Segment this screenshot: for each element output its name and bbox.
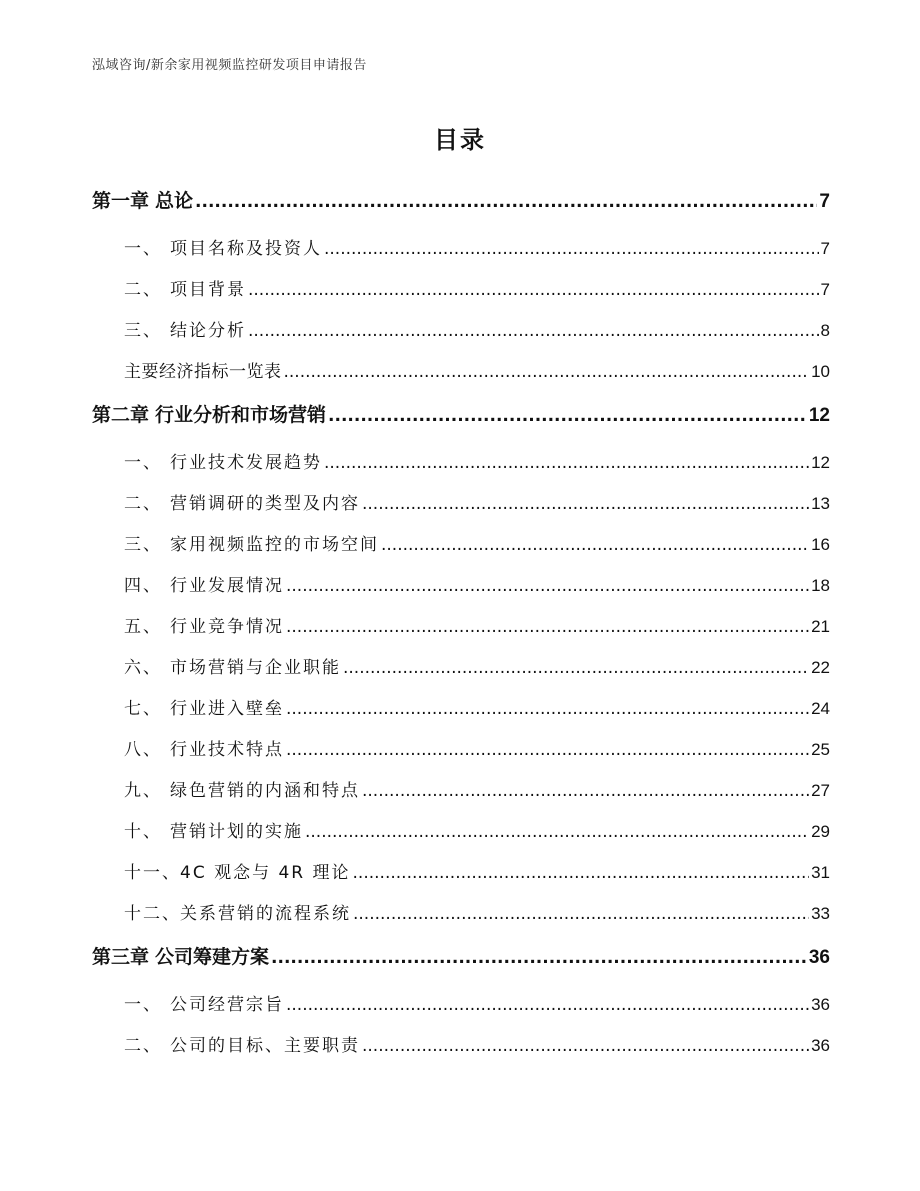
toc-page-number: 24 [811,699,830,718]
toc-chapter-number: 第一章 [92,190,150,212]
toc-leader-dots [195,192,817,212]
toc-chapter-title: 公司筹建方案 [155,946,270,968]
toc-leader-dots [362,1036,809,1056]
toc-page-number: 36 [811,1036,830,1055]
toc-section-title: 营销调研的类型及内容 [170,494,360,514]
toc-section[interactable] [92,1023,830,1064]
toc-leader-dots [284,362,810,382]
toc-page-number: 7 [820,239,830,258]
toc-section-title: 行业技术特点 [170,740,284,760]
toc-section[interactable] [92,891,830,932]
toc-section-title: 公司经营宗旨 [170,995,284,1015]
toc-chapter-1[interactable] [92,176,830,226]
toc-chapter-number: 第三章 [92,946,150,968]
toc-section-title: 家用视频监控的市场空间 [170,535,379,555]
toc-page-number: 7 [819,191,830,212]
toc-section-number: 十一、 [124,863,181,883]
toc-leader-dots [353,863,810,883]
toc-leader-dots [343,658,809,678]
toc-section-title: 行业竞争情况 [170,617,284,637]
toc-page-number: 13 [811,494,830,513]
toc-section-number: 二、 [124,1036,162,1056]
page-title: 目录 [434,126,486,154]
toc-section-title: 绿色营销的内涵和特点 [170,781,360,801]
toc-section-title: 项目名称及投资人 [170,239,322,259]
toc-section[interactable] [92,563,830,604]
toc-section-title: 市场营销与企业职能 [170,658,341,678]
toc-page-number: 31 [811,863,830,882]
toc-section-number: 四、 [124,576,162,596]
toc-leader-dots [286,617,809,637]
toc-page-number: 12 [811,453,830,472]
toc-section-number: 三、 [124,535,162,555]
toc-section-title: 结论分析 [170,321,246,341]
toc-section[interactable] [92,349,830,390]
toc-section-title: 4C 观念与 4R 理论 [180,863,351,883]
toc-section-number: 十、 [124,822,162,842]
table-of-contents [92,176,830,1064]
toc-leader-dots [271,948,807,968]
toc-section-number: 六、 [124,658,162,678]
toc-section[interactable] [92,727,830,768]
toc-section-number: 九、 [124,781,162,801]
toc-section-number: 八、 [124,740,162,760]
toc-section-number: 一、 [124,453,162,473]
toc-chapter-title: 总论 [155,190,194,212]
toc-page-number: 29 [811,822,830,841]
toc-page-number: 25 [811,740,830,759]
toc-leader-dots [362,494,809,514]
toc-section[interactable] [92,226,830,267]
toc-section-number: 二、 [124,280,162,300]
toc-section[interactable] [92,604,830,645]
toc-leader-dots [362,781,809,801]
toc-page-number: 18 [811,576,830,595]
toc-section-title: 行业技术发展趋势 [170,453,322,473]
toc-section[interactable] [92,308,830,349]
toc-leader-dots [353,904,809,924]
toc-section[interactable] [92,522,830,563]
toc-leader-dots [381,535,809,555]
toc-leader-dots [286,699,809,719]
toc-section-number: 一、 [124,239,162,259]
toc-section-title: 项目背景 [170,280,246,300]
toc-section-title: 行业进入壁垒 [170,699,284,719]
toc-page-number: 8 [820,321,830,340]
toc-page-number: 21 [811,617,830,636]
toc-section-number: 十二、 [124,904,181,924]
toc-page-number: 36 [811,995,830,1014]
toc-leader-dots [286,995,809,1015]
toc-page-number: 27 [811,781,830,800]
toc-page-number: 10 [811,362,830,381]
toc-section-number: 三、 [124,321,162,341]
toc-leader-dots [286,740,809,760]
toc-chapter-title: 行业分析和市场营销 [155,404,327,426]
toc-leader-dots [248,321,819,341]
toc-leader-dots [248,280,819,300]
toc-section[interactable] [92,768,830,809]
toc-section[interactable] [92,850,830,891]
toc-section[interactable] [92,267,830,308]
toc-chapter-3[interactable] [92,932,830,982]
toc-section-title: 主要经济指标一览表 [124,362,282,382]
toc-chapter-number: 第二章 [92,404,150,426]
toc-section[interactable] [92,440,830,481]
toc-section-title: 行业发展情况 [170,576,284,596]
page-header: 泓域咨询/新余家用视频监控研发项目申请报告 [92,58,367,73]
toc-section-number: 七、 [124,699,162,719]
toc-chapter-2[interactable] [92,390,830,440]
toc-section[interactable] [92,982,830,1023]
toc-page-number: 22 [811,658,830,677]
toc-leader-dots [305,822,809,842]
toc-section-number: 五、 [124,617,162,637]
toc-section-title: 公司的目标、主要职责 [170,1036,360,1056]
toc-section[interactable] [92,686,830,727]
toc-page-number: 36 [808,947,830,968]
toc-leader-dots [324,239,819,259]
toc-section-title: 营销计划的实施 [170,822,303,842]
toc-leader-dots [324,453,809,473]
toc-section-title: 关系营销的流程系统 [180,904,351,924]
toc-page-number: 16 [811,535,830,554]
toc-section[interactable] [92,481,830,522]
toc-leader-dots [328,406,807,426]
toc-section[interactable] [92,645,830,686]
toc-leader-dots [286,576,809,596]
toc-page-number: 7 [820,280,830,299]
toc-page-number: 12 [808,405,830,426]
toc-section-number: 一、 [124,995,162,1015]
toc-section-number: 二、 [124,494,162,514]
toc-section[interactable] [92,809,830,850]
toc-page-number: 33 [811,904,830,923]
